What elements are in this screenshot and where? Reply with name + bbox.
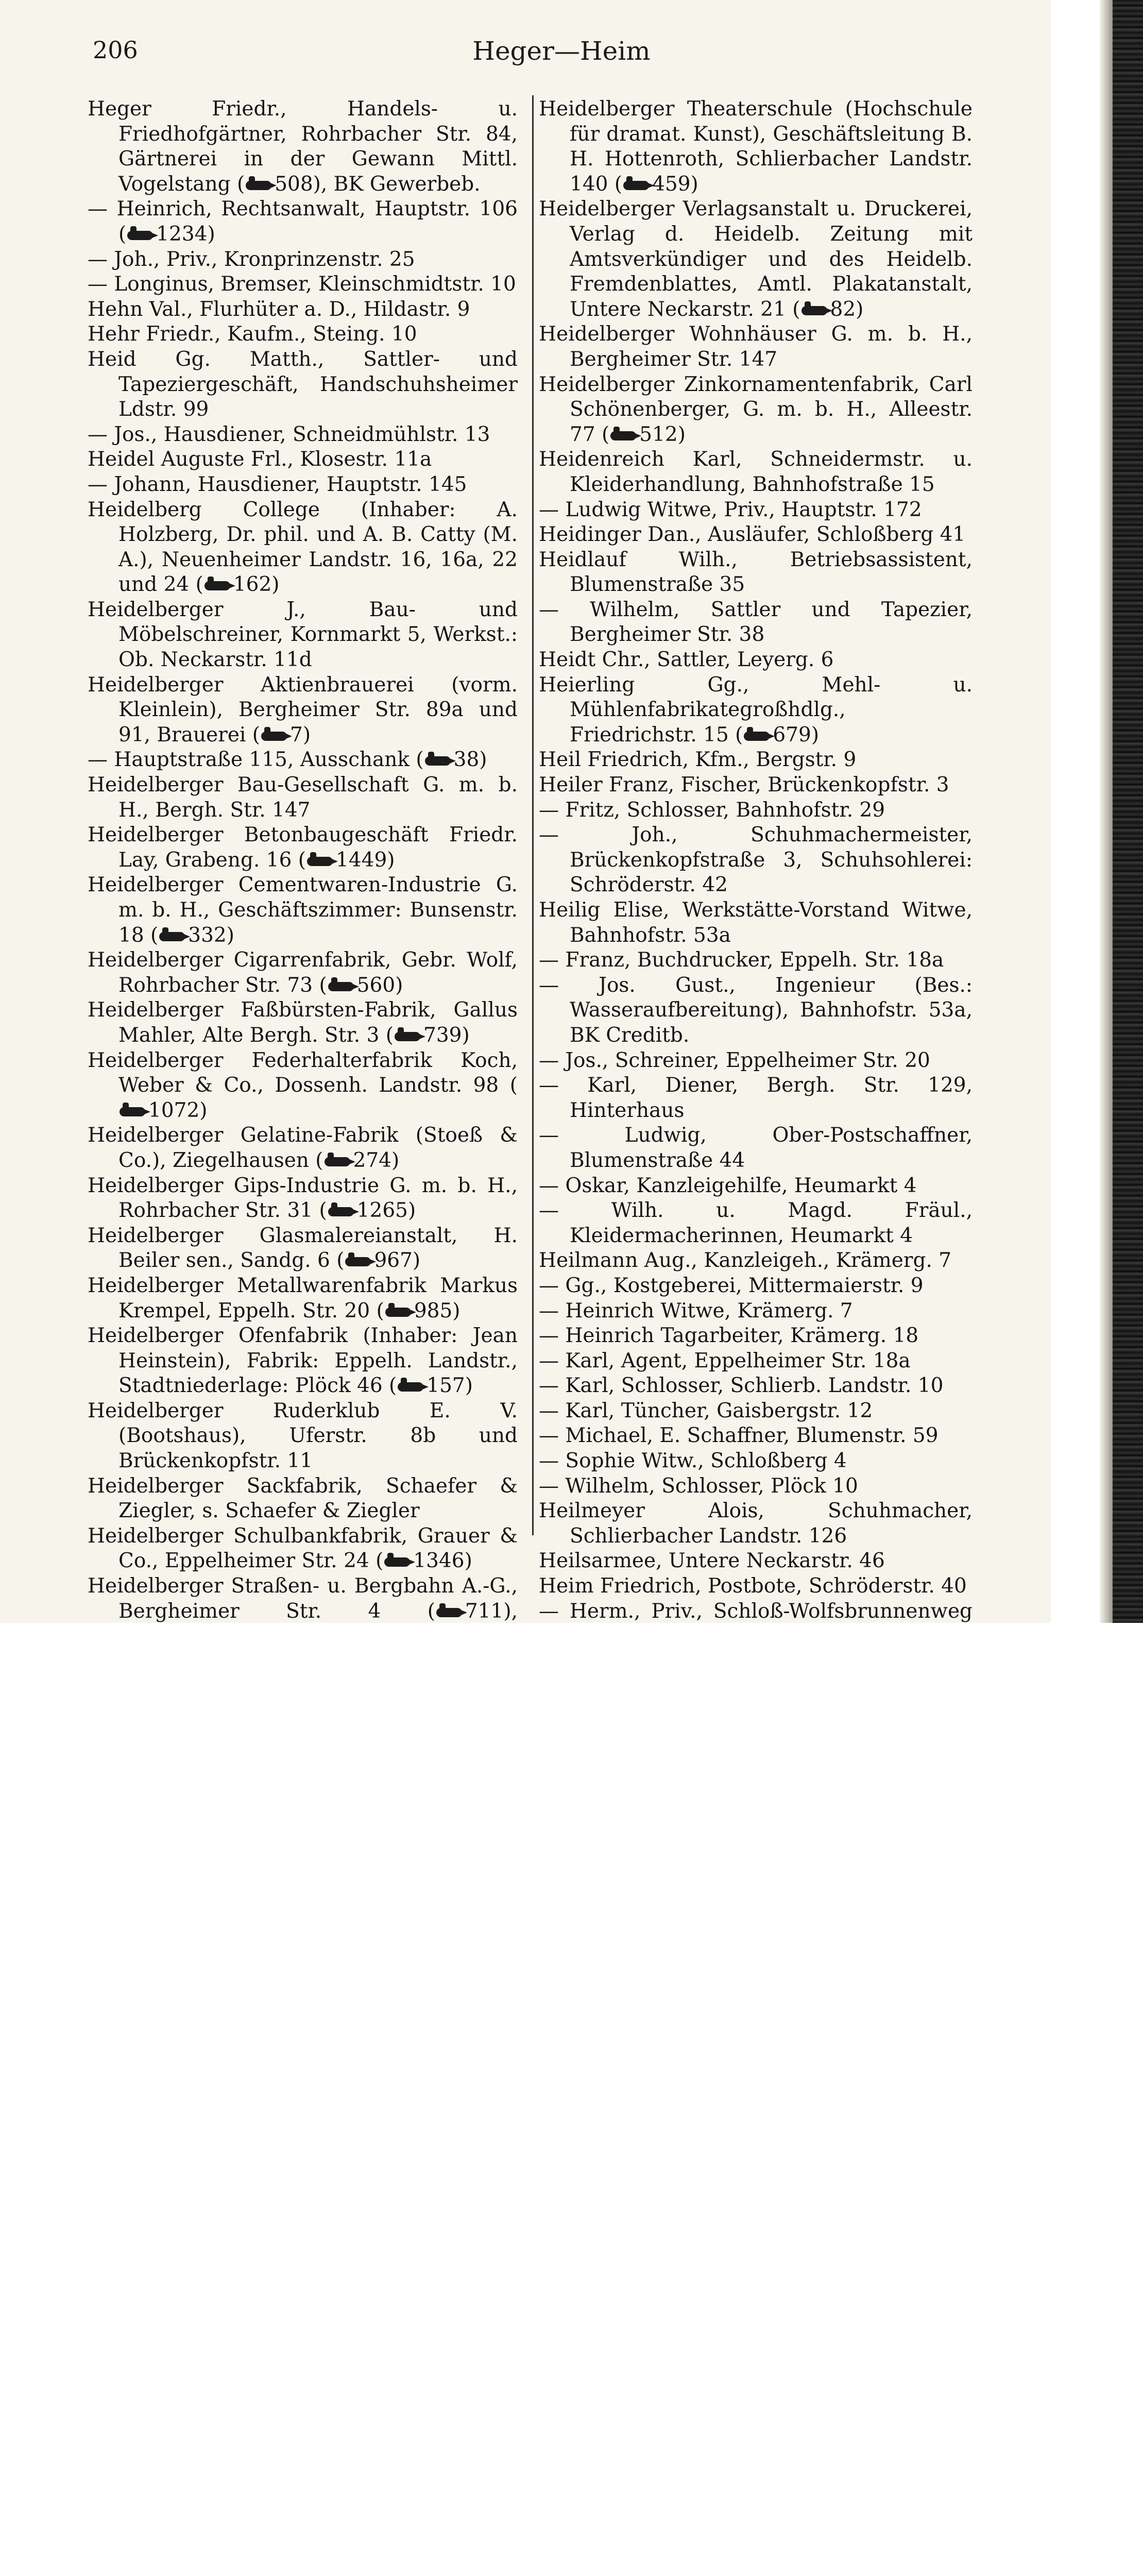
directory-entry: — Longinus, Bremser, Kleinschmidtstr. 10 <box>88 273 516 296</box>
telephone-icon <box>395 1032 420 1041</box>
directory-entry: — Wilhelm, Schlosser, Plöck 10 <box>539 1474 858 1498</box>
telephone-icon <box>610 431 636 440</box>
telephone-icon <box>345 1257 371 1266</box>
book-edge <box>1113 0 1143 1623</box>
phone-number: 967 <box>374 1249 413 1273</box>
left-column <box>88 97 518 1699</box>
telephone-icon <box>204 581 230 590</box>
directory-entry: Heidelberg College (Inhaber: A. Holzberg, Dr. phil. und A. B. Catty (M. A.), Neuenheimer Landstr. 16, 16a, 22 und 24 ( 162) <box>88 498 518 597</box>
directory-entry: Heil Friedrich, Kfm., Bergstr. 9 <box>539 748 857 772</box>
telephone-icon <box>328 982 354 991</box>
directory-entry: Heidelberger Zinkornamentenfabrik, Carl Schönenberger, G. m. b. H., Alleestr. 77 ( 512) <box>539 372 973 446</box>
phone-number: 1346 <box>413 1549 465 1573</box>
directory-entry: — Franz, Buchdrucker, Eppelh. Str. 18a <box>539 948 944 972</box>
directory-entry: Heid Gg. Matth., Sattler- und Tapeziergeschäft, Handschuhsheimer Ldstr. 99 <box>88 347 518 421</box>
directory-entry: Hehr Friedr., Kaufm., Steing. 10 <box>88 323 417 346</box>
directory-entry: Heidelberger Theaterschule (Hochschule für dramat. Kunst), Geschäftsleitung B. H. Hottenroth, Schlierbacher Landstr. 140 ( 459) <box>539 97 973 196</box>
directory-entry: Heidelberger Aktienbrauerei (vorm. Kleinlein), Bergheimer Str. 89a und 91, Brauerei ( 7) <box>88 673 518 747</box>
directory-entry: Heidelberger Gelatine-Fabrik (Stoeß & Co.), Ziegelhausen ( 274) <box>88 1124 518 1172</box>
phone-number: 459 <box>652 172 691 196</box>
phone-number: 560 <box>356 973 396 997</box>
directory-entry: Heidelberger Bau-Gesellschaft G. m. b. H., Bergh. Str. 147 <box>88 773 518 822</box>
telephone-icon <box>398 1382 423 1392</box>
directory-entry: — Michael, E. Schaffner, Blumenstr. 59 <box>539 1424 939 1448</box>
phone-number: 679 <box>773 723 811 747</box>
phone-number: 162 <box>233 573 272 597</box>
directory-entry: Heidinger Dan., Ausläufer, Schloßberg 41 <box>539 523 966 547</box>
directory-entry: Heidelberger Schulbankfabrik, Grauer & Co., Eppelheimer Str. 24 ( 1346) <box>88 1524 518 1573</box>
directory-entry: — Heinrich, Rechtsanwalt, Hauptstr. 106 ( 1234) <box>88 197 518 246</box>
right-column <box>539 97 973 1674</box>
directory-entry: Heilsarmee, Untere Neckarstr. 46 <box>539 1549 885 1573</box>
directory-entry: Heidelberger Metallwarenfabrik Markus Krempel, Eppelh. Str. 20 ( 985) <box>88 1274 518 1323</box>
running-head: Heger—Heim <box>472 36 651 66</box>
telephone-icon <box>159 932 185 941</box>
phone-number: 739 <box>423 1023 462 1047</box>
directory-entry: — Wilhelm, Sattler und Tapezier, Bergheimer Str. 38 <box>539 598 973 647</box>
directory-entry: — Herm., Priv., Schloß-Wolfsbrunnenweg <box>539 1599 973 1623</box>
directory-entry: Heidelberger Glasmalereianstalt, H. Beiler sen., Sandg. 6 ( 967) <box>88 1224 518 1273</box>
directory-entry: — Karl, Diener, Bergh. Str. 129, Hinterhaus <box>539 1074 973 1122</box>
phone-number: 274 <box>353 1148 391 1172</box>
directory-entry: — Jos., Hausdiener, Schneidmühlstr. 13 <box>88 422 490 446</box>
directory-entry: Heilmann Aug., Kanzleigeh., Krämerg. 7 <box>539 1249 952 1273</box>
column-divider <box>532 95 534 1535</box>
directory-entry: — Joh., Priv., Kronprinzenstr. 25 <box>88 247 415 271</box>
directory-entry: Heim Friedrich, Postbote, Schröderstr. 40 <box>539 1574 967 1598</box>
telephone-icon <box>246 181 271 190</box>
directory-entry: Heidelberger Sackfabrik, Schaefer & Ziegler, s. Schaefer & Ziegler <box>88 1474 518 1523</box>
directory-entry: Heilmeyer Alois, Schuhmacher, Schlierbacher Landstr. 126 <box>539 1499 973 1548</box>
telephone-icon <box>328 1207 354 1216</box>
phone-number: 508 <box>275 172 313 196</box>
directory-entry: — Karl, Agent, Eppelheimer Str. 18a <box>539 1349 911 1372</box>
directory-entry: Heidelberger Federhalterfabrik Koch, Weber & Co., Dossenh. Landstr. 98 (1072) <box>88 1048 518 1122</box>
directory-entry: — Heinrich Tagarbeiter, Krämerg. 18 <box>539 1324 919 1348</box>
phone-number: 82 <box>830 297 856 321</box>
directory-entry: — Ludwig, Ober-Postschaffner, Blumenstraße 44 <box>539 1124 973 1172</box>
directory-entry: Heilig Elise, Werkstätte-Vorstand Witwe, Bahnhofstr. 53a <box>539 899 973 947</box>
phone-number: 1072 <box>148 1098 200 1122</box>
directory-entry: Heidelberger Ruderklub E. V. (Bootshaus), Uferstr. 8b und Brückenkopfstr. 11 <box>88 1399 518 1473</box>
directory-entry: — Heinrich Witwe, Krämerg. 7 <box>539 1299 853 1323</box>
directory-entry: — Joh., Schuhmachermeister, Brückenkopfstraße 3, Schuhsohlerei: Schröderstr. 42 <box>539 823 973 897</box>
telephone-icon <box>623 181 649 190</box>
phone-number: 1265 <box>356 1199 408 1223</box>
directory-entry: — Wilh. u. Magd. Fräul., Kleidermacherinnen, Heumarkt 4 <box>539 1199 973 1247</box>
telephone-icon <box>127 231 153 240</box>
directory-entry: Heidelberger Ofenfabrik (Inhaber: Jean Heinstein), Fabrik: Eppelh. Landstr., Stadtniederlage: Plöck 46 ( 157) <box>88 1324 518 1398</box>
telephone-icon <box>425 756 451 766</box>
phone-number: 1234 <box>156 222 208 246</box>
directory-entry: Heidelberger Betonbaugeschäft Friedr. Lay, Grabeng. 16 ( 1449) <box>88 823 518 872</box>
page-edge-shadow <box>1100 0 1113 1623</box>
directory-entry: Heidelberger Cementwaren-Industrie G. m. b. H., Geschäftszimmer: Bunsenstr. 18 ( 332) <box>88 873 518 947</box>
directory-entry: — Sophie Witw., Schloßberg 4 <box>539 1449 847 1473</box>
telephone-icon <box>384 1557 410 1567</box>
phone-number: 7 <box>289 723 303 747</box>
directory-entry: Heidt Chr., Sattler, Leyerg. 6 <box>539 648 834 672</box>
directory-entry: — Gg., Kostgeberei, Mittermaierstr. 9 <box>539 1274 924 1297</box>
directory-entry: Heidelberger Verlagsanstalt u. Druckerei, Verlag d. Heidelb. Zeitung mit Amtsverkündiger und des Heidelb. Fremdenblattes, Amtl. Plakatanstalt, Untere Neckarstr. 21 ( 82) <box>539 197 973 321</box>
page-number: 206 <box>93 36 138 64</box>
phone-number: 38 <box>453 748 480 772</box>
directory-entry: Heidlauf Wilh., Betriebsassistent, Blumenstraße 35 <box>539 548 973 597</box>
telephone-icon <box>385 1308 411 1317</box>
directory-entry: Heidelberger Straßen- u. Bergbahn A.-G., Bergheimer Str. 4 ( 711), <box>88 1574 518 1699</box>
telephone-icon <box>801 306 827 315</box>
directory-entry: — Jos., Schreiner, Eppelheimer Str. 20 <box>539 1048 930 1072</box>
telephone-icon <box>307 857 333 866</box>
phone-number: 711 <box>465 1599 504 1623</box>
phone-number: 1449 <box>336 848 387 872</box>
phone-number: 512 <box>639 422 678 446</box>
directory-entry: — Fritz, Schlosser, Bahnhofstr. 29 <box>539 798 885 822</box>
directory-entry: — Ludwig Witwe, Priv., Hauptstr. 172 <box>539 498 922 521</box>
footer <box>0 1623 1143 1711</box>
directory-entry: Heidelberger Wohnhäuser G. m. b. H., Bergheimer Str. 147 <box>539 323 973 371</box>
telephone-icon <box>436 1608 462 1617</box>
directory-entry: Heidelberger Faßbürsten-Fabrik, Gallus Mahler, Alte Bergh. Str. 3 ( 739) <box>88 998 518 1047</box>
directory-entry: Hehn Val., Flurhüter a. D., Hildastr. 9 <box>88 297 470 321</box>
directory-entry: Heidelberger Gips-Industrie G. m. b. H., Rohrbacher Str. 31 ( 1265) <box>88 1174 518 1223</box>
telephone-icon <box>744 732 770 741</box>
directory-entry: — Johann, Hausdiener, Hauptstr. 145 <box>88 472 467 496</box>
phone-number: 985 <box>414 1299 453 1323</box>
directory-entry: Heidel Auguste Frl., Klosestr. 11a <box>88 448 432 471</box>
directory-entry: — Karl, Schlosser, Schlierb. Landstr. 10 <box>539 1374 944 1398</box>
directory-entry: Heidelberger J., Bau- und Möbelschreiner, Kornmarkt 5, Werkst.: Ob. Neckarstr. 11d <box>88 598 518 672</box>
directory-entry: Heidenreich Karl, Schneidermstr. u. Kleiderhandlung, Bahnhofstraße 15 <box>539 448 973 496</box>
telephone-icon <box>120 1107 145 1116</box>
directory-entry: — Karl, Tüncher, Gaisbergstr. 12 <box>539 1399 873 1422</box>
directory-entry: Heierling Gg., Mehl- u. Mühlenfabrikategroßhdlg., Friedrichstr. 15 ( 679) <box>539 673 973 747</box>
directory-entry: — Jos. Gust., Ingenieur (Bes.: Wasseraufbereitung), Bahnhofstr. 53a, BK Creditb. <box>539 973 973 1047</box>
directory-entry: — Hauptstraße 115, Ausschank ( 38) <box>88 748 487 772</box>
phone-number: 332 <box>188 923 227 947</box>
phone-number: 157 <box>427 1374 465 1398</box>
directory-entry: Heiler Franz, Fischer, Brückenkopfstr. 3 <box>539 773 949 797</box>
directory-entry: Heger Friedr., Handels- u. Friedhofgärtner, Rohrbacher Str. 84, Gärtnerei in der Gewann Mittl. Vogelstang ( 508), BK Gewerbeb. <box>88 97 518 196</box>
telephone-icon <box>261 732 287 741</box>
directory-entry: — Oskar, Kanzleigehilfe, Heumarkt 4 <box>539 1174 917 1197</box>
telephone-icon <box>325 1157 350 1166</box>
directory-entry: Heidelberger Cigarrenfabrik, Gebr. Wolf, Rohrbacher Str. 73 ( 560) <box>88 948 518 997</box>
